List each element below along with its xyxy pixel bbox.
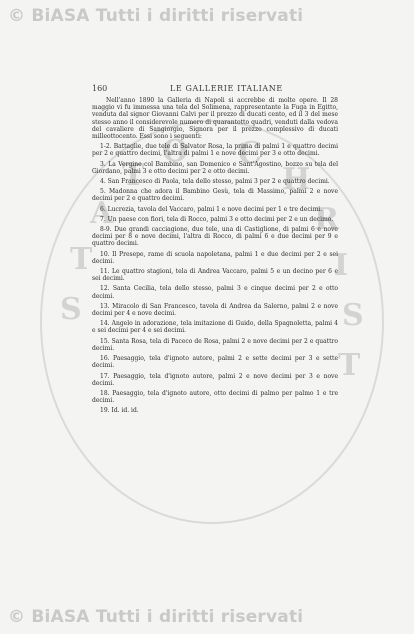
catalog-entry: 5. Madonna che adora il Bambino Gesù, tela di Massimo, palmi 2 e nove decimi per 2 e quattro decimi.	[92, 188, 338, 203]
watermark-header: © BiASA Tutti i diritti riservati	[8, 6, 304, 26]
seal-letter: O	[162, 134, 189, 169]
intro-paragraph: Nell'anno 1890 la Galleria di Napoli si accrebbe di molte opere. Il 28 maggio vi fu immessa una tela del Solimena, rappresentante la Fuga in Egitto, venduta dal signor Giovanni Calvi per il prezzo di ducati cento, ed il 3 del mese stesso anno il considerevole numero di quarantotto quadri, venduti dalla vedova del cavaliere di Sangiorgio, Signora per il prezzo complessivo di ducati milleottocento. Essi sono i seguenti:	[92, 97, 338, 141]
seal-letter: S	[60, 292, 82, 327]
seal-letter: R	[314, 202, 339, 237]
catalog-entry: 1-2. Battaglie, due tele di Salvator Rosa, la prima di palmi 1 e quattro decimi per 2 e quattro decimi, l'altra di palmi 1 e nove decimi per 3 e otto decimi.	[92, 143, 338, 158]
seal-letter: H	[282, 162, 311, 197]
catalog-entry: 15. Santa Rosa, tela di Paceco de Rosa, palmi 2 e nove decimi per 2 e quattro decimi.	[92, 337, 338, 352]
catalog-entry: 13. Miracolo di San Francesco, tavola di Andrea da Salerno, palmi 2 e nove decimi per 4 e nove decimi.	[92, 302, 338, 318]
catalog-entry: 3. La Vergine col Bambino, san Domenico e Sant'Agostino, bozzo su tela del Giordano, palmi 3 e otto decimi per 2 e otto decimi.	[92, 160, 338, 175]
catalog-entry: 7. Un paese con fiori, tela di Rocco, palmi 3 e otto decimi per 2 e un decimo.	[100, 215, 334, 223]
seal-letter: T	[70, 242, 93, 277]
seal-letter: T	[122, 158, 145, 193]
body-text	[92, 97, 338, 418]
catalog-entry: 19. Id. id. id.	[100, 407, 139, 415]
catalog-entry: 6. Lucrezia, tavola del Vaccaro, palmi 1 e nove decimi per 1 e tre decimi.	[100, 205, 323, 213]
catalog-entry: 17. Paesaggio, tela d'ignoto autore, palmi 2 e nove decimi per 3 e nove decimi.	[92, 372, 338, 387]
catalog-entry: 14. Angelo in adorazione, tela imitazione di Guido, della Spagnoletta, palmi 4 e sei decimi per 4 e sei decimi.	[92, 320, 338, 335]
watermark-footer: © BiASA Tutti i diritti riservati	[8, 607, 304, 627]
catalog-entry: 8-9. Due grandi cacciagione, due tele, una di Castiglione, di palmi 6 e nove decimi per 8 e nove decimi, l'altra di Rocco, di palmi 6 e due decimi per 9 e quattro decimi.	[92, 226, 338, 248]
catalog-entry: 11. Le quattro stagioni, tela di Andrea Vaccaro, palmi 5 e un decino per 6 e sei decimi.	[92, 268, 338, 283]
catalog-entry: 4. San Francesco di Paola, tela dello stesso, palmi 3 per 2 e quattro decimi.	[100, 178, 330, 186]
page-number: 160	[92, 84, 108, 93]
seal-letter: I	[334, 248, 349, 283]
seal-letter: C	[238, 136, 262, 171]
catalog-entry: 12. Santa Cecilia, tela dello stesso, palmi 3 e cinque decimi per 2 e otto decimi.	[92, 285, 338, 300]
seal-letter: S	[342, 298, 364, 333]
seal-letter: A	[90, 196, 114, 231]
catalog-entry: 10. Il Presepe, rame di scuola napoletana, palmi 1 e due decimi per 2 e sei decimi.	[92, 250, 338, 265]
running-title: LE GALLERIE ITALIANE	[170, 84, 283, 93]
seal-letter: T	[338, 348, 361, 383]
catalog-entry: 16. Paesaggio, tela d'ignoto autore, palmi 2 e sette decimi per 3 e sette decimi.	[92, 355, 338, 370]
catalog-entry: 18. Paesaggio, tela d'ignoto autore, otto decimi di palmo per palmo 1 e tre decimi.	[92, 389, 338, 405]
